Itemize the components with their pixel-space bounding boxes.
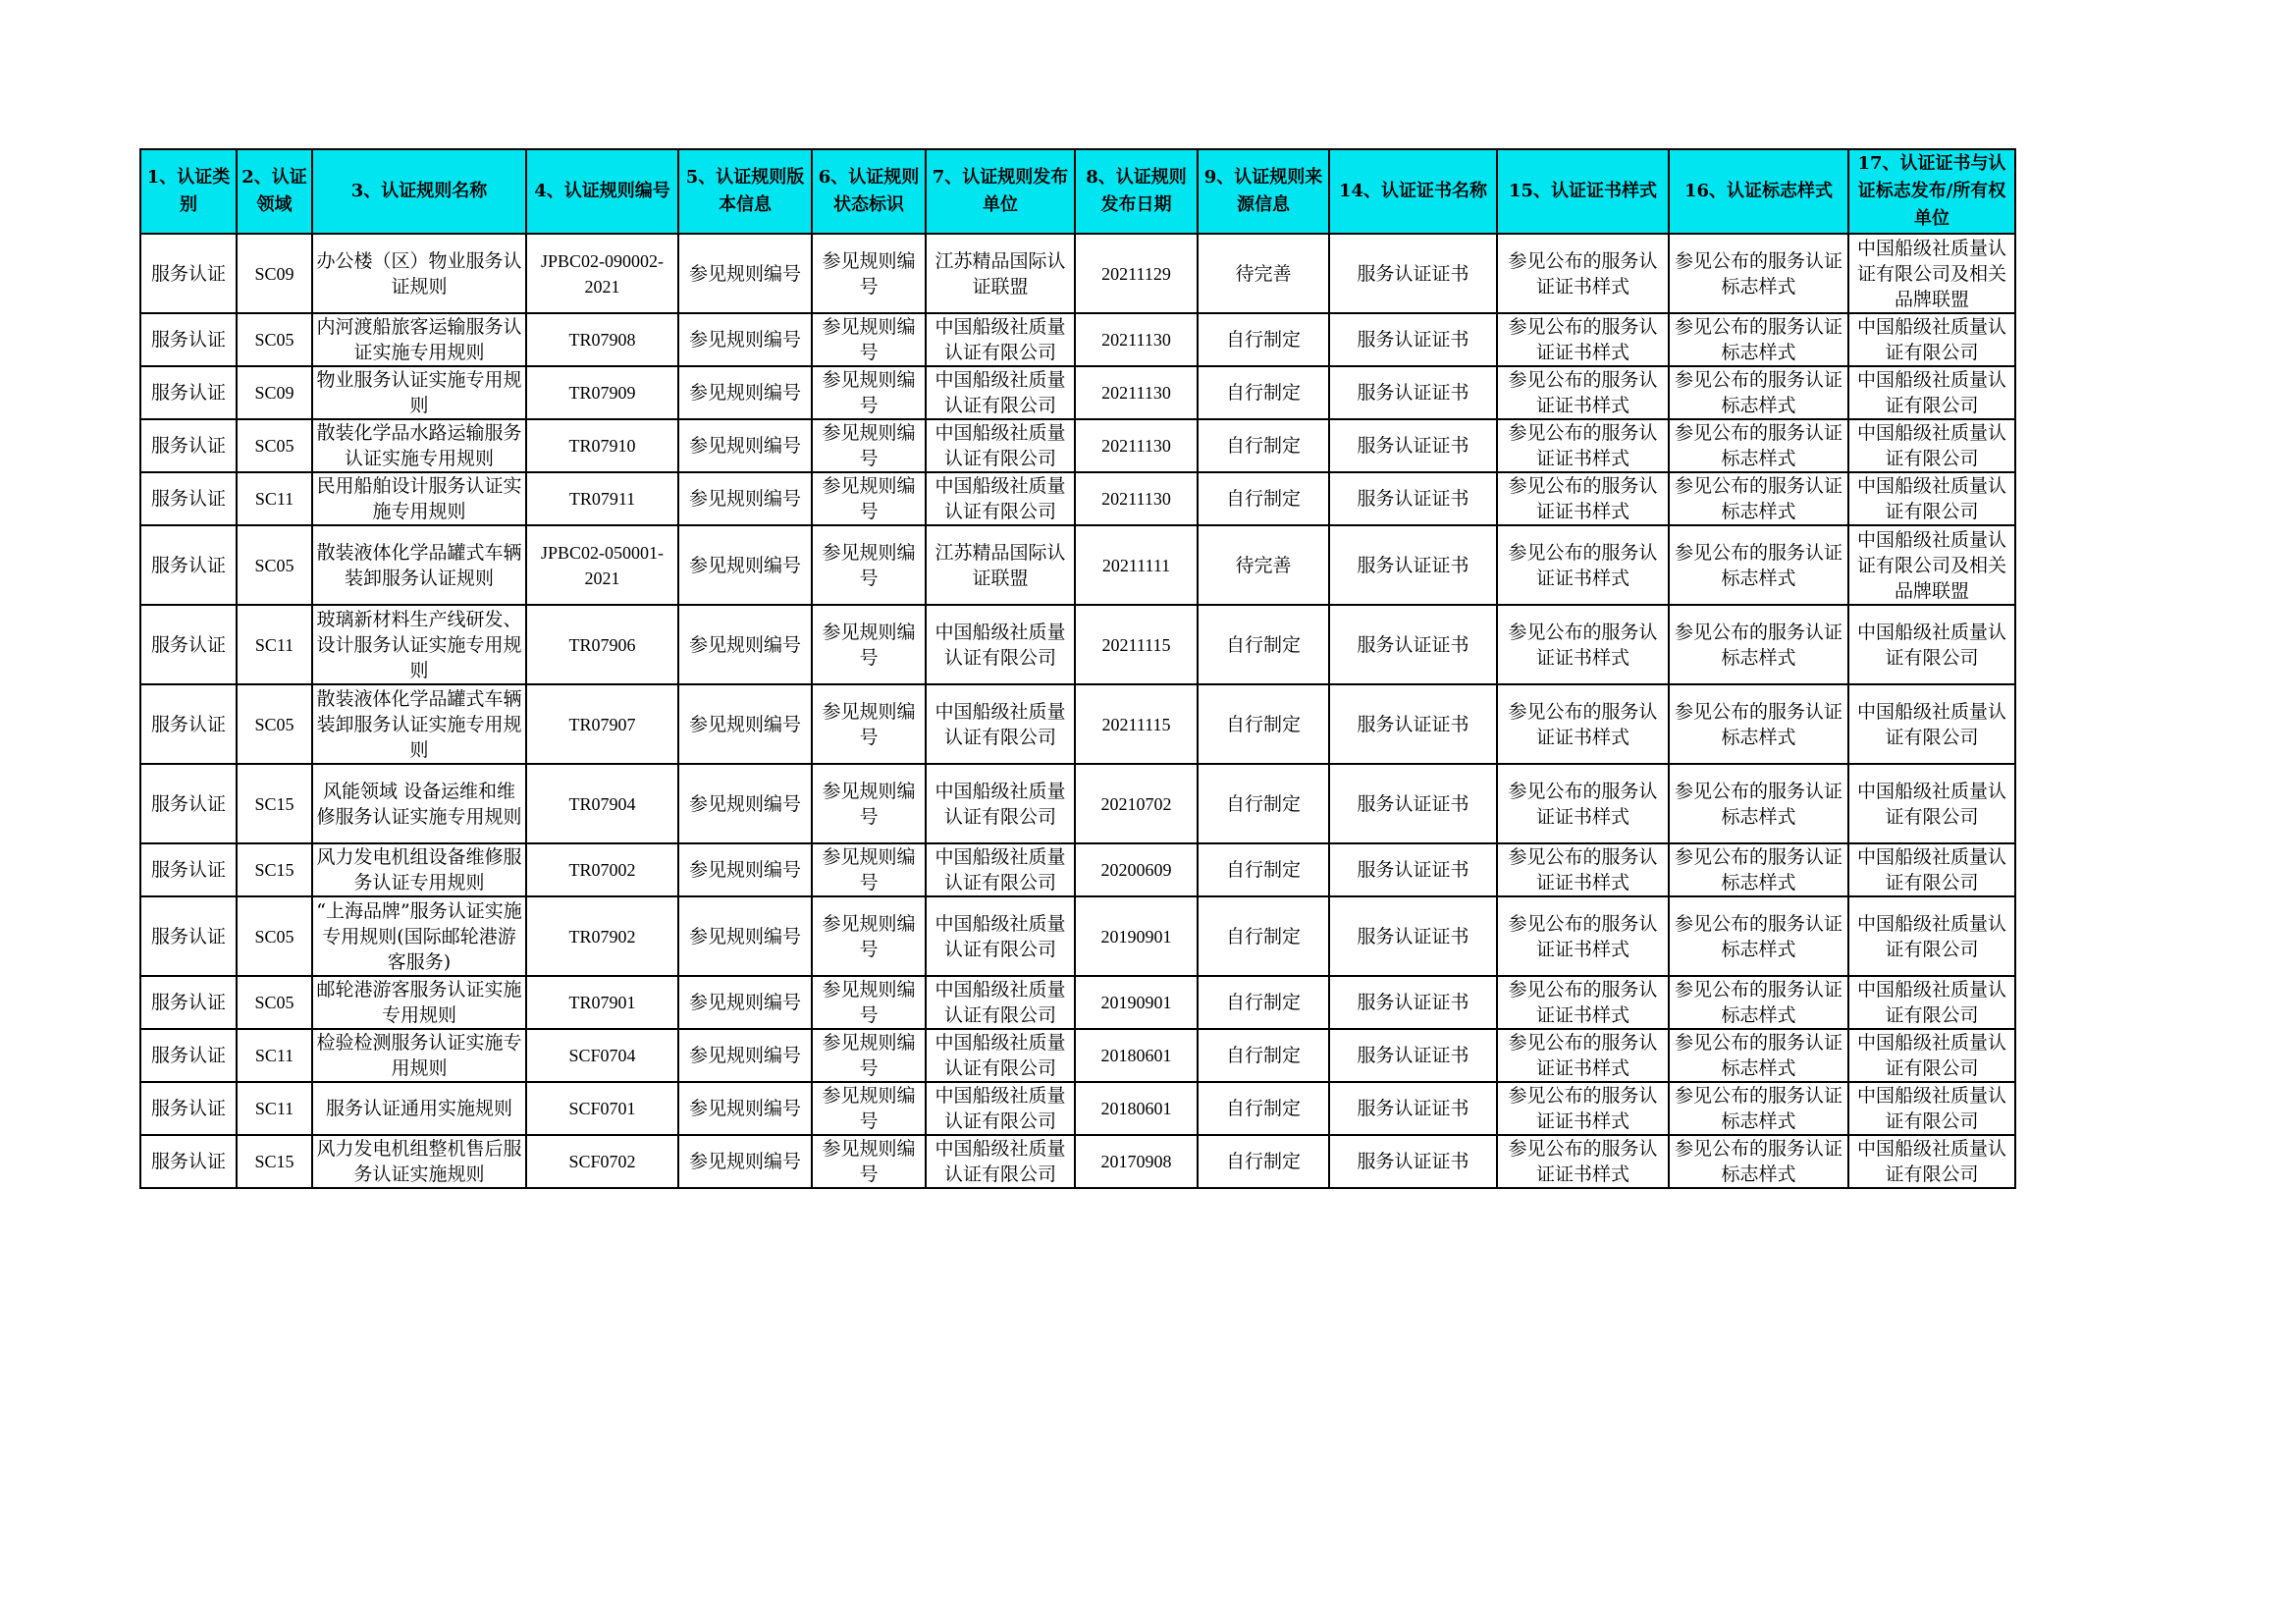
cell-rule-name: 民用船舶设计服务认证实施专用规则 — [312, 472, 526, 525]
cell-mark-style: 参见公布的服务认证标志样式 — [1669, 525, 1848, 605]
cell-rule-date: 20211130 — [1075, 313, 1198, 366]
cell-owner: 中国船级社质量认证有限公司 — [1848, 843, 2015, 896]
cell-rule-source: 待完善 — [1198, 525, 1329, 605]
cell-certificate-style: 参见公布的服务认证证书样式 — [1497, 472, 1669, 525]
cell-rule-date: 20200609 — [1075, 843, 1198, 896]
cell-mark-style: 参见公布的服务认证标志样式 — [1669, 366, 1848, 419]
cell-mark-style: 参见公布的服务认证标志样式 — [1669, 764, 1848, 843]
header-cell-certificate-style: 15、认证证书样式 — [1497, 149, 1669, 234]
cell-mark-style: 参见公布的服务认证标志样式 — [1669, 1082, 1848, 1135]
cell-rule-status: 参见规则编号 — [812, 843, 926, 896]
cell-cert-category: 服务认证 — [140, 234, 237, 313]
cell-cert-category: 服务认证 — [140, 684, 237, 764]
cell-certificate-name: 服务认证证书 — [1329, 684, 1497, 764]
cell-rule-publisher: 中国船级社质量认证有限公司 — [926, 1082, 1075, 1135]
cell-owner: 中国船级社质量认证有限公司 — [1848, 1029, 2015, 1082]
cell-certificate-name: 服务认证证书 — [1329, 1082, 1497, 1135]
header-cell-owner: 17、认证证书与认证标志发布/所有权单位 — [1848, 149, 2015, 234]
cell-owner: 中国船级社质量认证有限公司及相关品牌联盟 — [1848, 525, 2015, 605]
header-cell-rule-version: 5、认证规则版本信息 — [678, 149, 812, 234]
cell-rule-name: 办公楼（区）物业服务认证规则 — [312, 234, 526, 313]
cell-certificate-name: 服务认证证书 — [1329, 313, 1497, 366]
cell-cert-category: 服务认证 — [140, 764, 237, 843]
cell-rule-number: SCF0701 — [526, 1082, 678, 1135]
cell-rule-date: 20170908 — [1075, 1135, 1198, 1188]
cell-rule-version: 参见规则编号 — [678, 764, 812, 843]
cell-rule-source: 自行制定 — [1198, 684, 1329, 764]
cell-rule-number: TR07908 — [526, 313, 678, 366]
cell-certificate-name: 服务认证证书 — [1329, 525, 1497, 605]
table-row — [140, 1135, 2015, 1188]
cell-rule-source: 待完善 — [1198, 234, 1329, 313]
cell-rule-status: 参见规则编号 — [812, 366, 926, 419]
cell-cert-field: SC11 — [237, 605, 312, 684]
cell-mark-style: 参见公布的服务认证标志样式 — [1669, 313, 1848, 366]
cell-rule-number: SCF0702 — [526, 1135, 678, 1188]
cell-rule-name: “上海品牌”服务认证实施专用规则(国际邮轮港游客服务) — [312, 896, 526, 976]
cell-certificate-style: 参见公布的服务认证证书样式 — [1497, 1029, 1669, 1082]
cell-rule-name: 风能领域 设备运维和维修服务认证实施专用规则 — [312, 764, 526, 843]
cell-rule-date: 20211115 — [1075, 605, 1198, 684]
cell-rule-date: 20211115 — [1075, 684, 1198, 764]
cell-mark-style: 参见公布的服务认证标志样式 — [1669, 1135, 1848, 1188]
cell-cert-field: SC05 — [237, 419, 312, 472]
cell-cert-category: 服务认证 — [140, 976, 237, 1029]
cell-mark-style: 参见公布的服务认证标志样式 — [1669, 472, 1848, 525]
cell-cert-field: SC05 — [237, 896, 312, 976]
cell-rule-source: 自行制定 — [1198, 764, 1329, 843]
cell-certificate-name: 服务认证证书 — [1329, 605, 1497, 684]
cell-rule-publisher: 中国船级社质量认证有限公司 — [926, 896, 1075, 976]
cell-rule-name: 服务认证通用实施规则 — [312, 1082, 526, 1135]
cell-owner: 中国船级社质量认证有限公司 — [1848, 1135, 2015, 1188]
cell-rule-publisher: 中国船级社质量认证有限公司 — [926, 366, 1075, 419]
cell-rule-date: 20211129 — [1075, 234, 1198, 313]
cell-rule-status: 参见规则编号 — [812, 313, 926, 366]
table-row — [140, 976, 2015, 1029]
cell-certificate-style: 参见公布的服务认证证书样式 — [1497, 684, 1669, 764]
cell-rule-publisher: 中国船级社质量认证有限公司 — [926, 843, 1075, 896]
cell-mark-style: 参见公布的服务认证标志样式 — [1669, 896, 1848, 976]
cell-rule-publisher: 中国船级社质量认证有限公司 — [926, 605, 1075, 684]
cell-cert-field: SC11 — [237, 1082, 312, 1135]
cell-owner: 中国船级社质量认证有限公司 — [1848, 313, 2015, 366]
cell-cert-category: 服务认证 — [140, 605, 237, 684]
cell-mark-style: 参见公布的服务认证标志样式 — [1669, 843, 1848, 896]
table-row — [140, 843, 2015, 896]
cell-rule-date: 20190901 — [1075, 976, 1198, 1029]
cell-rule-source: 自行制定 — [1198, 1029, 1329, 1082]
cell-mark-style: 参见公布的服务认证标志样式 — [1669, 605, 1848, 684]
cell-rule-name: 风力发电机组设备维修服务认证专用规则 — [312, 843, 526, 896]
cell-certificate-style: 参见公布的服务认证证书样式 — [1497, 976, 1669, 1029]
header-cell-rule-number: 4、认证规则编号 — [526, 149, 678, 234]
cell-rule-source: 自行制定 — [1198, 366, 1329, 419]
cell-cert-field: SC11 — [237, 1029, 312, 1082]
cell-rule-publisher: 中国船级社质量认证有限公司 — [926, 472, 1075, 525]
cell-rule-status: 参见规则编号 — [812, 605, 926, 684]
cell-rule-status: 参见规则编号 — [812, 764, 926, 843]
cell-owner: 中国船级社质量认证有限公司 — [1848, 419, 2015, 472]
cell-rule-publisher: 江苏精品国际认证联盟 — [926, 234, 1075, 313]
table-row — [140, 366, 2015, 419]
cell-cert-field: SC09 — [237, 366, 312, 419]
cell-rule-number: TR07910 — [526, 419, 678, 472]
cell-rule-date: 20211130 — [1075, 366, 1198, 419]
cell-rule-publisher: 中国船级社质量认证有限公司 — [926, 764, 1075, 843]
cell-rule-version: 参见规则编号 — [678, 1082, 812, 1135]
header-cell-rule-status: 6、认证规则状态标识 — [812, 149, 926, 234]
cell-rule-date: 20211130 — [1075, 472, 1198, 525]
cell-rule-status: 参见规则编号 — [812, 1135, 926, 1188]
cell-certificate-name: 服务认证证书 — [1329, 896, 1497, 976]
cell-rule-version: 参见规则编号 — [678, 472, 812, 525]
header-cell-rule-date: 8、认证规则发布日期 — [1075, 149, 1198, 234]
cell-certificate-name: 服务认证证书 — [1329, 419, 1497, 472]
table-header-row — [140, 149, 2015, 234]
cell-rule-source: 自行制定 — [1198, 313, 1329, 366]
cell-owner: 中国船级社质量认证有限公司 — [1848, 1082, 2015, 1135]
table-row — [140, 684, 2015, 764]
cell-certificate-style: 参见公布的服务认证证书样式 — [1497, 313, 1669, 366]
cell-certificate-style: 参见公布的服务认证证书样式 — [1497, 234, 1669, 313]
table-row — [140, 525, 2015, 605]
cell-rule-status: 参见规则编号 — [812, 419, 926, 472]
cell-cert-category: 服务认证 — [140, 419, 237, 472]
cell-rule-source: 自行制定 — [1198, 1082, 1329, 1135]
cell-certificate-name: 服务认证证书 — [1329, 234, 1497, 313]
cell-rule-status: 参见规则编号 — [812, 234, 926, 313]
header-cell-certificate-name: 14、认证证书名称 — [1329, 149, 1497, 234]
cell-certificate-style: 参见公布的服务认证证书样式 — [1497, 1082, 1669, 1135]
cell-rule-source: 自行制定 — [1198, 1135, 1329, 1188]
cell-certificate-style: 参见公布的服务认证证书样式 — [1497, 366, 1669, 419]
cell-rule-name: 散装液体化学品罐式车辆装卸服务认证实施专用规则 — [312, 684, 526, 764]
table-row — [140, 419, 2015, 472]
cell-rule-name: 风力发电机组整机售后服务认证实施规则 — [312, 1135, 526, 1188]
cell-rule-date: 20180601 — [1075, 1082, 1198, 1135]
cell-certificate-name: 服务认证证书 — [1329, 1135, 1497, 1188]
cell-rule-number: TR07907 — [526, 684, 678, 764]
table-row — [140, 1029, 2015, 1082]
cell-mark-style: 参见公布的服务认证标志样式 — [1669, 419, 1848, 472]
cell-cert-category: 服务认证 — [140, 366, 237, 419]
cell-owner: 中国船级社质量认证有限公司 — [1848, 472, 2015, 525]
table-row — [140, 472, 2015, 525]
cell-rule-source: 自行制定 — [1198, 976, 1329, 1029]
table-row — [140, 313, 2015, 366]
cell-cert-category: 服务认证 — [140, 472, 237, 525]
cell-rule-number: JPBC02-090002-2021 — [526, 234, 678, 313]
cell-rule-source: 自行制定 — [1198, 896, 1329, 976]
header-cell-rule-source: 9、认证规则来源信息 — [1198, 149, 1329, 234]
cell-rule-number: TR07002 — [526, 843, 678, 896]
cell-rule-status: 参见规则编号 — [812, 896, 926, 976]
cell-certificate-style: 参见公布的服务认证证书样式 — [1497, 843, 1669, 896]
cell-rule-publisher: 中国船级社质量认证有限公司 — [926, 976, 1075, 1029]
cell-rule-version: 参见规则编号 — [678, 366, 812, 419]
cell-rule-number: TR07909 — [526, 366, 678, 419]
cell-certificate-name: 服务认证证书 — [1329, 1029, 1497, 1082]
cell-rule-date: 20211111 — [1075, 525, 1198, 605]
cell-certificate-name: 服务认证证书 — [1329, 764, 1497, 843]
cell-cert-field: SC05 — [237, 684, 312, 764]
cell-rule-status: 参见规则编号 — [812, 525, 926, 605]
cell-rule-status: 参见规则编号 — [812, 472, 926, 525]
cell-rule-name: 邮轮港游客服务认证实施专用规则 — [312, 976, 526, 1029]
cell-rule-name: 散装化学品水路运输服务认证实施专用规则 — [312, 419, 526, 472]
cell-rule-publisher: 江苏精品国际认证联盟 — [926, 525, 1075, 605]
cell-rule-source: 自行制定 — [1198, 419, 1329, 472]
cell-owner: 中国船级社质量认证有限公司 — [1848, 605, 2015, 684]
cell-rule-number: TR07906 — [526, 605, 678, 684]
cell-certificate-style: 参见公布的服务认证证书样式 — [1497, 896, 1669, 976]
cell-owner: 中国船级社质量认证有限公司 — [1848, 896, 2015, 976]
header-cell-mark-style: 16、认证标志样式 — [1669, 149, 1848, 234]
cell-certificate-style: 参见公布的服务认证证书样式 — [1497, 419, 1669, 472]
cell-rule-version: 参见规则编号 — [678, 976, 812, 1029]
cell-rule-source: 自行制定 — [1198, 605, 1329, 684]
cell-mark-style: 参见公布的服务认证标志样式 — [1669, 234, 1848, 313]
certification-rules-sheet — [139, 148, 2016, 1189]
header-cell-rule-publisher: 7、认证规则发布单位 — [926, 149, 1075, 234]
cell-cert-category: 服务认证 — [140, 896, 237, 976]
cell-rule-status: 参见规则编号 — [812, 1029, 926, 1082]
cell-rule-version: 参见规则编号 — [678, 1135, 812, 1188]
cell-cert-field: SC05 — [237, 313, 312, 366]
cell-rule-version: 参见规则编号 — [678, 313, 812, 366]
table-row — [140, 764, 2015, 843]
cell-rule-version: 参见规则编号 — [678, 684, 812, 764]
certification-rules-table — [139, 148, 2016, 1189]
cell-cert-category: 服务认证 — [140, 843, 237, 896]
cell-rule-date: 20190901 — [1075, 896, 1198, 976]
cell-cert-category: 服务认证 — [140, 1082, 237, 1135]
cell-rule-version: 参见规则编号 — [678, 896, 812, 976]
cell-cert-field: SC05 — [237, 976, 312, 1029]
cell-rule-publisher: 中国船级社质量认证有限公司 — [926, 1029, 1075, 1082]
cell-rule-date: 20180601 — [1075, 1029, 1198, 1082]
cell-rule-publisher: 中国船级社质量认证有限公司 — [926, 419, 1075, 472]
cell-rule-name: 玻璃新材料生产线研发、设计服务认证实施专用规则 — [312, 605, 526, 684]
cell-owner: 中国船级社质量认证有限公司及相关品牌联盟 — [1848, 234, 2015, 313]
table-body — [140, 234, 2015, 1188]
cell-certificate-name: 服务认证证书 — [1329, 366, 1497, 419]
cell-rule-version: 参见规则编号 — [678, 605, 812, 684]
cell-rule-name: 物业服务认证实施专用规则 — [312, 366, 526, 419]
cell-rule-status: 参见规则编号 — [812, 1082, 926, 1135]
cell-cert-field: SC15 — [237, 764, 312, 843]
cell-rule-version: 参见规则编号 — [678, 419, 812, 472]
table-row — [140, 605, 2015, 684]
table-row — [140, 1082, 2015, 1135]
cell-cert-field: SC15 — [237, 843, 312, 896]
cell-rule-version: 参见规则编号 — [678, 234, 812, 313]
cell-owner: 中国船级社质量认证有限公司 — [1848, 764, 2015, 843]
cell-cert-field: SC15 — [237, 1135, 312, 1188]
cell-rule-publisher: 中国船级社质量认证有限公司 — [926, 1135, 1075, 1188]
cell-cert-field: SC11 — [237, 472, 312, 525]
cell-rule-number: TR07902 — [526, 896, 678, 976]
cell-mark-style: 参见公布的服务认证标志样式 — [1669, 1029, 1848, 1082]
cell-owner: 中国船级社质量认证有限公司 — [1848, 684, 2015, 764]
cell-certificate-name: 服务认证证书 — [1329, 976, 1497, 1029]
header-cell-rule-name: 3、认证规则名称 — [312, 149, 526, 234]
cell-rule-date: 20210702 — [1075, 764, 1198, 843]
cell-cert-category: 服务认证 — [140, 313, 237, 366]
cell-rule-name: 检验检测服务认证实施专用规则 — [312, 1029, 526, 1082]
cell-rule-publisher: 中国船级社质量认证有限公司 — [926, 684, 1075, 764]
cell-mark-style: 参见公布的服务认证标志样式 — [1669, 684, 1848, 764]
cell-rule-number: TR07901 — [526, 976, 678, 1029]
cell-rule-version: 参见规则编号 — [678, 1029, 812, 1082]
cell-rule-source: 自行制定 — [1198, 843, 1329, 896]
cell-rule-source: 自行制定 — [1198, 472, 1329, 525]
cell-rule-number: SCF0704 — [526, 1029, 678, 1082]
header-cell-cert-category: 1、认证类别 — [140, 149, 237, 234]
cell-rule-publisher: 中国船级社质量认证有限公司 — [926, 313, 1075, 366]
cell-mark-style: 参见公布的服务认证标志样式 — [1669, 976, 1848, 1029]
table-row — [140, 896, 2015, 976]
cell-rule-version: 参见规则编号 — [678, 525, 812, 605]
cell-certificate-name: 服务认证证书 — [1329, 472, 1497, 525]
cell-cert-category: 服务认证 — [140, 1135, 237, 1188]
cell-rule-version: 参见规则编号 — [678, 843, 812, 896]
cell-rule-number: TR07911 — [526, 472, 678, 525]
header-cell-cert-field: 2、认证领域 — [237, 149, 312, 234]
cell-rule-number: JPBC02-050001-2021 — [526, 525, 678, 605]
cell-rule-status: 参见规则编号 — [812, 684, 926, 764]
cell-cert-category: 服务认证 — [140, 525, 237, 605]
cell-cert-field: SC09 — [237, 234, 312, 313]
cell-owner: 中国船级社质量认证有限公司 — [1848, 366, 2015, 419]
cell-certificate-style: 参见公布的服务认证证书样式 — [1497, 525, 1669, 605]
table-row — [140, 234, 2015, 313]
cell-owner: 中国船级社质量认证有限公司 — [1848, 976, 2015, 1029]
cell-rule-name: 内河渡船旅客运输服务认证实施专用规则 — [312, 313, 526, 366]
cell-rule-name: 散装液体化学品罐式车辆装卸服务认证规则 — [312, 525, 526, 605]
cell-rule-date: 20211130 — [1075, 419, 1198, 472]
cell-cert-field: SC05 — [237, 525, 312, 605]
cell-certificate-style: 参见公布的服务认证证书样式 — [1497, 764, 1669, 843]
cell-cert-category: 服务认证 — [140, 1029, 237, 1082]
cell-certificate-name: 服务认证证书 — [1329, 843, 1497, 896]
cell-rule-status: 参见规则编号 — [812, 976, 926, 1029]
cell-certificate-style: 参见公布的服务认证证书样式 — [1497, 1135, 1669, 1188]
cell-rule-number: TR07904 — [526, 764, 678, 843]
cell-certificate-style: 参见公布的服务认证证书样式 — [1497, 605, 1669, 684]
